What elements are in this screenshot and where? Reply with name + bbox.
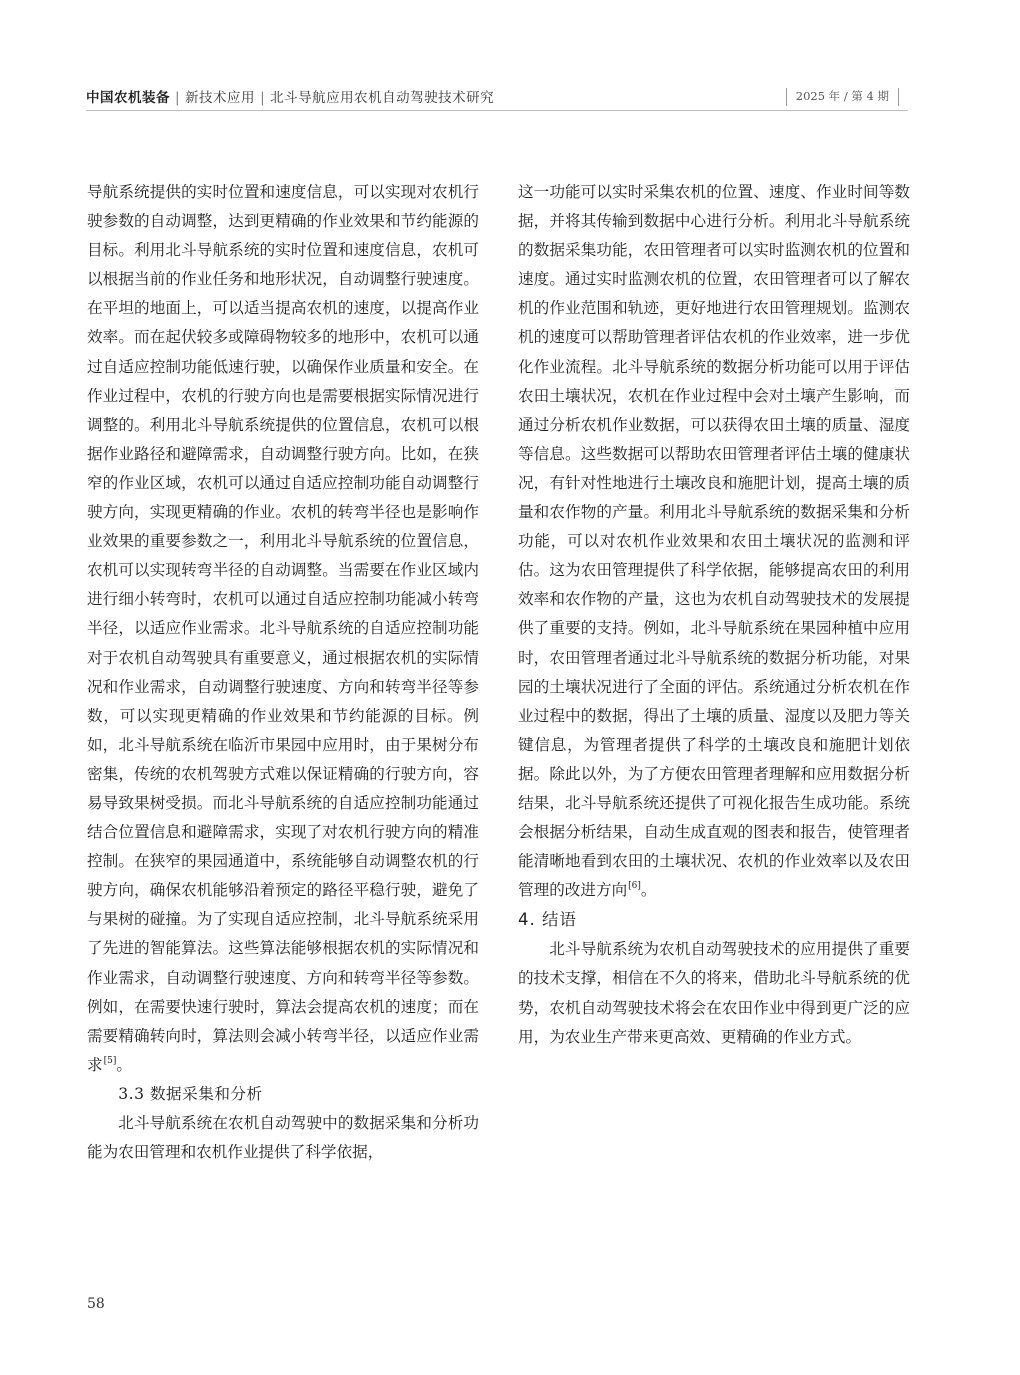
article-title: 北斗导航应用农机自动驾驶技术研究 (270, 90, 495, 106)
section-heading: 4. 结语 (518, 910, 577, 930)
header-divider (786, 88, 787, 106)
citation-ref: [6] (628, 881, 641, 892)
citation-ref: [5] (103, 1055, 117, 1066)
paragraph-text: 这一功能可以实时采集农机的位置、速度、作业时间等数据，并将其传输到数据中心进行分析。利用北斗导航系统的数据采集功能，农田管理者可以实时监测农机的位置和速度。通过实时监测农机的位置，农田管理者可以了解农机的作业范围和轨迹，更好地进行农田管理规划。监测农机的速度可以帮助管理者评估农机的作业效率，进一步优化作业流程。北斗导航系统的数据分析功能可以用于评估农田土壤状况，农机在作业过程中会对土壤产生影响，而通过分析农机作业数据，可以获得农田土壤的质量、湿度等信息。这些数据可以帮助农田管理者评估土壤的健康状况，有针对性地进行土壤改良和施肥计划，提高土壤的质量和农作物的产量。利用北斗导航系统的数据采集和分析功能，可以对农机作业效果和农田土壤状况的监测和评估。这为农田管理提供了科学依据，能够提高农田的利用效率和农作物的产量，这也为农机自动驾驶技术的发展提供了重要的支持。例如，北斗导航系统在果园种植中应用时，农田管理者通过北斗导航系统的数据分析功能，对果园的土壤状况进行了全面的评估。系统通过分析农机在作业过程中的数据，得出了土壤的质量、湿度以及肥力等关键信息，为管理者提供了科学的土壤改良和施肥计划依据。除此以外，为了方便农田管理者理解和应用数据分析结果，北斗导航系统还提供了可视化报告生成功能。系统会根据分析结果，自动生成直观的图表和报告，使管理者能清晰地看到农田的土壤状况、农机的作业效率以及农田管理的改进方向 (518, 183, 910, 900)
running-header (86, 80, 908, 112)
header-left (86, 86, 494, 106)
left-column (87, 178, 479, 1167)
header-separator: | (260, 90, 266, 106)
page-number: 58 (87, 1296, 105, 1312)
header-rule (86, 110, 908, 111)
body-paragraph (87, 178, 479, 1080)
paragraph-end: 。 (640, 881, 657, 900)
section-subheading: 3.3 数据采集和分析 (118, 1084, 263, 1103)
journal-name: 中国农机装备 (86, 90, 170, 106)
body-paragraph: 北斗导航系统在农机自动驾驶中的数据采集和分析功能为农田管理和农机作业提供了科学依据， (87, 1114, 479, 1162)
body-paragraph: 北斗导航系统为农机自动驾驶技术的应用提供了重要的技术支撑，相信在不久的将来，借助北斗导航系统的优势，农机自动驾驶技术将会在农田作业中得到更广泛的应用，为农业生产带来更高效、更精确的作业方式。 (518, 940, 910, 1046)
right-column (518, 178, 910, 1052)
header-divider (898, 88, 899, 106)
paragraph-end: 。 (116, 1055, 132, 1074)
issue-info: 2025 年 / 第 4 期 (795, 89, 889, 103)
header-right (777, 88, 908, 106)
body-paragraph (518, 178, 910, 905)
header-separator: | (175, 90, 181, 106)
section-name: 新技术应用 (185, 90, 256, 106)
paragraph-text: 导航系统提供的实时位置和速度信息，可以实现对农机行驶参数的自动调整，达到更精确的作业效果和节约能源的目标。利用北斗导航系统的实时位置和速度信息，农机可以根据当前的作业任务和地形状况，自动调整行驶速度。在平坦的地面上，可以适当提高农机的速度，以提高作业效率。而在起伏较多或障碍物较多的地形中，农机可以通过自适应控制功能低速行驶，以确保作业质量和安全。在作业过程中，农机的行驶方向也是需要根据实际情况进行调整的。利用北斗导航系统提供的位置信息，农机可以根据作业路径和避障需求，自动调整行驶方向。比如，在狭窄的作业区域，农机可以通过自适应控制功能自动调整行驶方向，实现更精确的作业。农机的转弯半径也是影响作业效果的重要参数之一，利用北斗导航系统的位置信息，农机可以实现转弯半径的自动调整。当需要在作业区域内进行细小转弯时，农机可以通过自适应控制功能减小转弯半径，以适应作业需求。北斗导航系统的自适应控制功能对于农机自动驾驶具有重要意义，通过根据农机的实际情况和作业需求，自动调整行驶速度、方向和转弯半径等参数，可以实现更精确的作业效果和节约能源的目标。例如，北斗导航系统在临沂市果园中应用时，由于果树分布密集，传统的农机驾驶方式难以保证精确的行驶方向，容易导致果树受损。而北斗导航系统的自适应控制功能通过结合位置信息和避障需求，实现了对农机行驶方向的精准控制。在狭窄的果园通道中，系统能够自动调整农机的行驶方向，确保农机能够沿着预定的路径平稳行驶，避免了与果树的碰撞。为了实现自适应控制，北斗导航系统采用了先进的智能算法。这些算法能够根据农机的实际情况和作业需求，自动调整行驶速度、方向和转弯半径等参数。例如，在需要快速行驶时，算法会提高农机的速度；而在需要精确转向时，算法则会减小转弯半径，以适应作业需求 (87, 183, 479, 1074)
